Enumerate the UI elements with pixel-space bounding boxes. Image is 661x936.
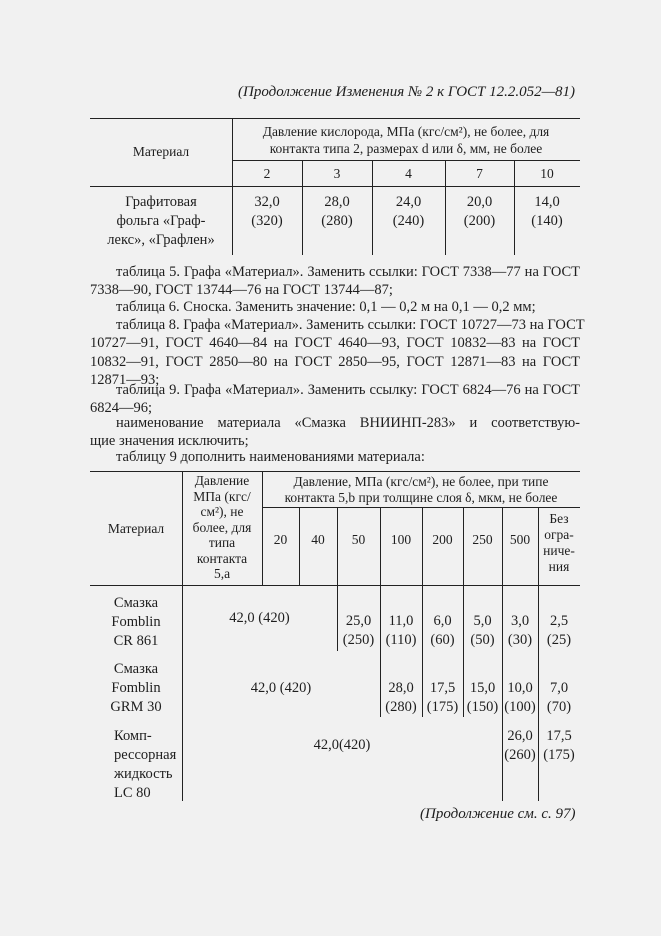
table2-thickness: 20 xyxy=(273,532,288,547)
text-line: 12871—93; xyxy=(90,371,160,388)
table1-value-kgf: (240) xyxy=(392,213,425,229)
table1-value-kgf: (320) xyxy=(251,213,283,229)
table2-pressure-header-line: МПа (кгс/ xyxy=(193,488,251,504)
paragraph-material-name xyxy=(90,414,580,451)
text-line: таблица 5. Графа «Материал». Заменить ссылки: ГОСТ 7338—77 на ГОСТ xyxy=(116,264,580,280)
table2-pressure-header-line: см²), не xyxy=(200,504,244,519)
value-kgf: (30) xyxy=(507,632,533,648)
paragraph-table8 xyxy=(90,316,585,389)
table2-thickness: 500 xyxy=(509,532,531,547)
material-line: жидкость xyxy=(114,766,173,782)
table1-material-line: Графитовая xyxy=(125,194,197,210)
material-line: Смазка xyxy=(113,661,159,677)
table1-value-mpa: 24,0 xyxy=(395,194,422,210)
value-kgf: (60) xyxy=(430,632,455,648)
material-line: LC 80 xyxy=(114,785,151,801)
table2-unlimited-line: огра- xyxy=(544,527,574,542)
value-mpa: 7,0 xyxy=(549,680,569,696)
table2-pressure-header-line: Давление xyxy=(194,473,250,488)
table2-thickness: 100 xyxy=(390,532,412,547)
table2-row-material xyxy=(90,660,182,717)
paragraph-table6 xyxy=(90,298,580,316)
material-line: Комп- xyxy=(114,728,152,744)
table1-group-header-line2: контакта типа 2, размерах d или δ, мм, не более xyxy=(269,141,543,156)
text-line: щие значения исключить; xyxy=(90,433,249,450)
value-kgf: (25) xyxy=(546,632,572,648)
value-mpa: 6,0 xyxy=(433,613,452,629)
value-kgf: (260) xyxy=(504,747,536,763)
paragraph-table9 xyxy=(90,381,580,418)
table2-pressure-header-line: более, для xyxy=(192,519,252,535)
table2-header-material: Материал xyxy=(107,521,165,536)
value-kgf: (175) xyxy=(426,699,459,715)
table2-unlimited-line: ниче- xyxy=(543,543,575,558)
table1-size: 4 xyxy=(405,166,412,181)
table2-thickness: 200 xyxy=(432,532,453,547)
text-line: 7338—90, ГОСТ 13744—76 на ГОСТ 13744—87; xyxy=(90,282,393,299)
text-line: 10727—91, ГОСТ 4640—84 на ГОСТ 4640—93, ГОСТ 10832—83 на ГОСТ xyxy=(90,335,580,352)
text-line: таблица 9. Графа «Материал». Заменить ссылку: ГОСТ 6824—76 на ГОСТ xyxy=(116,382,580,398)
table1-value-mpa: 32,0 xyxy=(254,194,280,210)
value-mpa: 17,5 xyxy=(429,680,456,696)
text-line: 10832—91, ГОСТ 2850—80 на ГОСТ 2850—95, ГОСТ 12871—83 на ГОСТ xyxy=(90,353,580,370)
table2-group-header-line1: Давление, МПа (кгс/см²), не более, при типе xyxy=(293,474,549,489)
table2-unlimited-line: ния xyxy=(548,559,570,574)
value-kgf: (100) xyxy=(504,699,536,715)
page-header: (Продолжение Изменения № 2 к ГОСТ 12.2.052—81) xyxy=(238,84,575,100)
value-kgf: (250) xyxy=(342,632,375,648)
text-line: таблица 8. Графа «Материал». Заменить ссылки: ГОСТ 10727—73 на ГОСТ xyxy=(116,317,585,333)
table2-merged-value: 42,0 (420) xyxy=(250,680,312,696)
value-mpa: 10,0 xyxy=(507,680,533,696)
table2-row-material xyxy=(90,727,182,803)
value-mpa: 11,0 xyxy=(388,613,414,629)
material-line: GRM 30 xyxy=(110,699,162,715)
table2-pressure-header-line: 5,а xyxy=(213,566,231,581)
page-footer: (Продолжение см. с. 97) xyxy=(420,806,576,822)
table1-value-mpa: 14,0 xyxy=(534,194,560,210)
table1-value-mpa: 28,0 xyxy=(324,194,350,210)
table2-group-header-line2: контакта 5,b при толщине слоя δ, мкм, не более xyxy=(284,490,558,505)
table1-value-kgf: (200) xyxy=(463,213,496,229)
text-line: 6824—96; xyxy=(90,400,153,417)
value-kgf: (280) xyxy=(385,699,417,715)
table1-size: 2 xyxy=(263,166,271,181)
value-mpa: 17,5 xyxy=(546,728,572,744)
material-line: Fomblin xyxy=(111,614,161,630)
paragraph-table9-add xyxy=(90,448,580,466)
paragraph-table5 xyxy=(90,263,580,300)
table2-pressure-header-line: контакта xyxy=(196,550,248,566)
table2-pressure-header-line: типа xyxy=(208,535,236,550)
value-mpa: 2,5 xyxy=(549,613,569,629)
table1-value-mpa: 20,0 xyxy=(466,194,493,210)
table1-size: 10 xyxy=(540,166,554,181)
material-line: Смазка xyxy=(113,595,159,611)
table2-merged-value: 42,0(420) xyxy=(313,737,371,753)
table2-thickness: 250 xyxy=(472,532,493,547)
table2-thickness: 40 xyxy=(311,532,325,547)
text-line: таблицу 9 дополнить наименованиями материала: xyxy=(116,449,425,465)
value-kgf: (70) xyxy=(546,699,572,715)
value-mpa: 28,0 xyxy=(388,680,414,696)
value-mpa: 3,0 xyxy=(510,613,530,629)
table1-group-header-line1: Давление кислорода, МПа (кгс/см²), не более, для xyxy=(262,124,550,139)
value-kgf: (175) xyxy=(543,747,575,763)
value-mpa: 25,0 xyxy=(345,613,372,629)
table1-value-kgf: (140) xyxy=(531,213,563,229)
value-mpa: 15,0 xyxy=(469,680,496,696)
value-kgf: (110) xyxy=(385,632,417,648)
table1-size: 7 xyxy=(476,166,483,181)
value-kgf: (150) xyxy=(466,699,499,715)
table1-material-line: лекс», «Графлен» xyxy=(107,232,215,248)
text-line: таблица 6. Сноска. Заменить значение: 0,1 — 0,2 м на 0,1 — 0,2 мм; xyxy=(116,299,536,315)
table1-size: 3 xyxy=(333,166,341,181)
value-mpa: 5,0 xyxy=(473,613,492,629)
text-line: наименование материала «Смазка ВНИИНП-283» и соответствую- xyxy=(116,415,580,431)
value-mpa: 26,0 xyxy=(507,728,533,744)
table2-thickness: 50 xyxy=(351,532,366,547)
table2-merged-value: 42,0 (420) xyxy=(229,610,290,626)
value-kgf: (50) xyxy=(470,632,495,648)
table1-material-line: фольга «Граф- xyxy=(116,213,206,229)
table2-row-material xyxy=(90,594,182,651)
material-line: CR 861 xyxy=(113,633,159,649)
table1-header-material: Материал xyxy=(132,144,190,159)
material-line: рессорная xyxy=(114,747,177,763)
material-line: Fomblin xyxy=(111,680,161,696)
table1-value-kgf: (280) xyxy=(321,213,353,229)
table2-unlimited-line: Без xyxy=(549,511,569,526)
